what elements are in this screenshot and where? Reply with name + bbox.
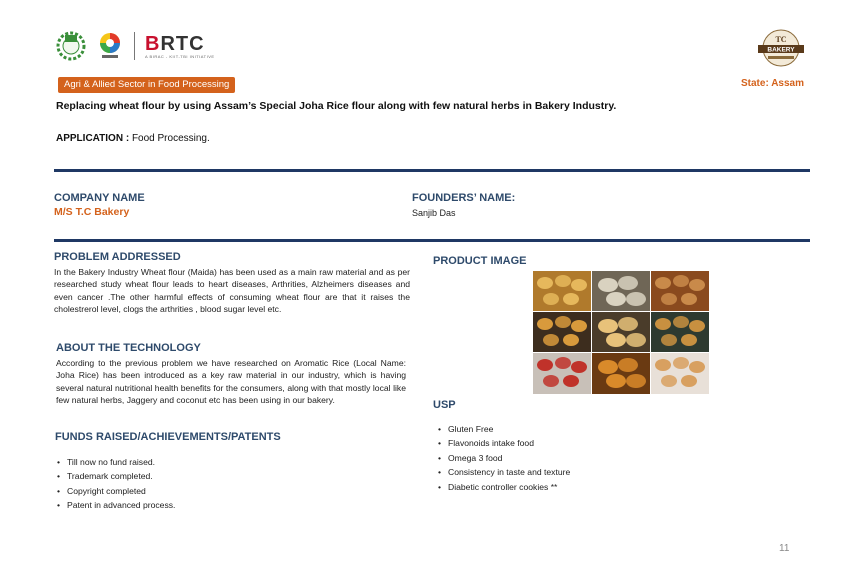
brtc-tagline: A BIRAC - KIIT-TBI INITIATIVE <box>145 53 215 59</box>
choco-chip-cookies-photo <box>651 271 709 311</box>
application-label: APPLICATION : <box>56 133 130 144</box>
funds-heading: FUNDS RAISED/ACHIEVEMENTS/PATENTS <box>55 431 281 443</box>
product-image-heading: PRODUCT IMAGE <box>433 255 527 267</box>
application-line <box>56 133 210 144</box>
list-item: • Consistency in taste and texture <box>436 465 570 479</box>
brtc-logo-text: BRTC <box>145 32 205 55</box>
founders-value: Sanjib Das <box>412 208 456 218</box>
technology-heading: ABOUT THE TECHNOLOGY <box>56 342 201 354</box>
list-item: • Trademark completed. <box>55 469 175 483</box>
divider-middle <box>54 239 810 242</box>
brtc-logo <box>145 34 215 59</box>
usp-heading: USP <box>433 399 456 411</box>
product-image-grid <box>533 271 709 395</box>
project-title: Replacing wheat flour by using Assam’s Special Joha Rice flour along with few natural herbs in Bakery Industry. <box>56 100 617 112</box>
problem-text: In the Bakery Industry Wheat flour (Maida) has been used as a main raw material and as per researched study wheat flour leads to heart diseases, Arthrities, Alzheimers diseases and even cancer .The other harmful effects of consuming wheat flour are that it raises the cholestrerol level, clogs the arthrities , blood sugar level etc. <box>54 267 410 315</box>
company-name-value: M/S T.C Bakery <box>54 206 130 218</box>
list-item: • Patent in advanced process. <box>55 498 175 512</box>
application-value: Food Processing. <box>131 133 210 144</box>
logo-divider <box>134 32 135 60</box>
kiit-logo-icon <box>52 31 90 61</box>
list-item: • Till now no fund raised. <box>55 455 175 469</box>
cookie-jar-photo <box>533 353 591 394</box>
list-item: • Copyright completed <box>55 484 175 498</box>
biscuit-packs-photo <box>592 312 650 352</box>
divider-top <box>54 169 810 172</box>
list-item: • Omega 3 food <box>436 451 570 465</box>
cookie-packets-photo <box>651 312 709 352</box>
list-item: • Diabetic controller cookies ** <box>436 480 570 494</box>
sector-badge: Agri & Allied Sector in Food Processing <box>58 77 235 93</box>
problem-heading: PROBLEM ADDRESSED <box>54 251 181 263</box>
founders-heading: FOUNDERS’ NAME: <box>412 192 516 204</box>
technology-text: According to the previous problem we have researched on Aromatic Rice (Local Name: Joha Rice) has been introduced as a key raw material in our industry, which is having several natural nutritional health benefits for the consumers, along with that mostly local like few natural herbs, Jaggery and coconut etc has been using in our bakery. <box>56 358 406 406</box>
list-item: • Gluten Free <box>436 422 570 436</box>
funds-list <box>55 455 175 513</box>
tc-logo-main: BAKERY <box>767 46 795 54</box>
tc-logo-top: TC <box>775 35 787 44</box>
list-item: • Flavonoids intake food <box>436 436 570 450</box>
round-cookies-photo <box>533 271 591 311</box>
kiit-tbi-logo-icon <box>96 31 124 61</box>
packed-cookies-photo <box>533 312 591 352</box>
page-number: 11 <box>779 543 790 554</box>
company-name-heading: COMPANY NAME <box>54 192 145 204</box>
jam-cookies-photo <box>651 353 709 394</box>
header-logos <box>52 30 215 62</box>
state-label: State: Assam <box>741 78 804 89</box>
tc-bakery-logo-icon <box>752 28 810 68</box>
stacked-cookies-photo <box>592 353 650 394</box>
usp-list <box>436 422 570 494</box>
white-cookies-photo <box>592 271 650 311</box>
